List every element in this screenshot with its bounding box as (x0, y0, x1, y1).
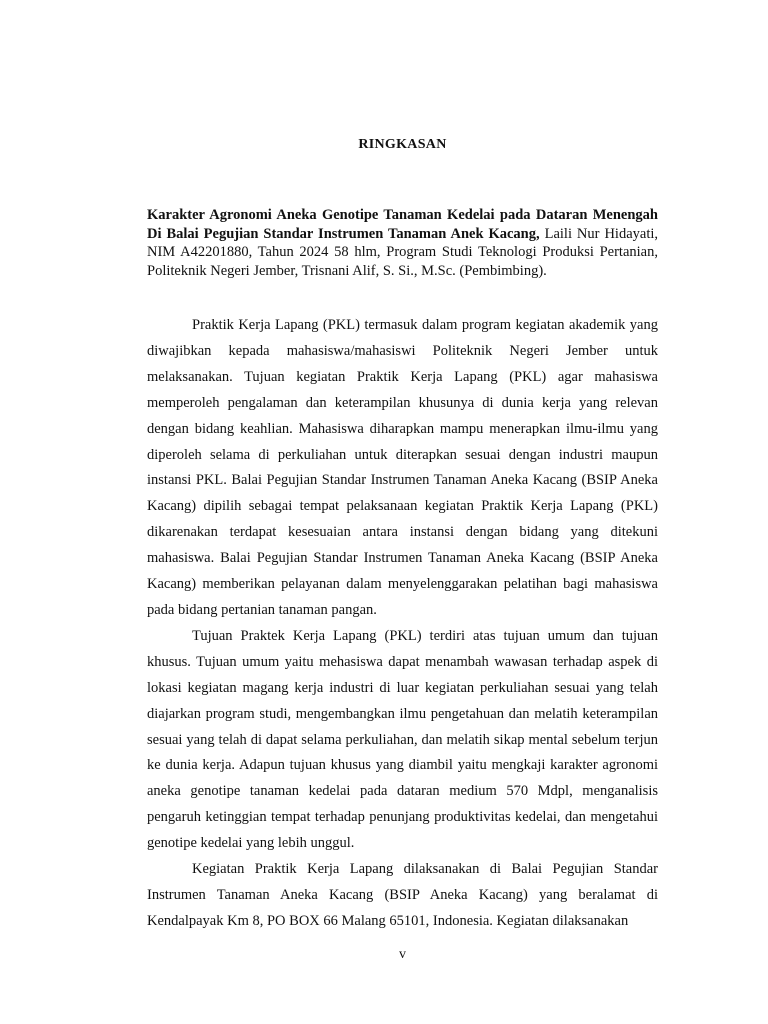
page-title: RINGKASAN (358, 137, 447, 152)
citation-details: Laili Nur Hidayati, NIM A42201880, Tahun 2024 58 hlm, Program Studi Teknologi Produksi Pertanian, Politeknik Negeri Jember, Trisnani Alif, S. Si., M.Sc. (Pembimbing). (147, 225, 658, 279)
citation-block (147, 206, 658, 280)
paragraph-2: Tujuan Praktek Kerja Lapang (PKL) terdiri atas tujuan umum dan tujuan khusus. Tujuan umum yaitu mehasiswa dapat menambah wawasan terhadap aspek di lokasi kegiatan magang kerja industri di luar kegiatan perkuliahan sesuai yang telah diajarkan program studi, mengembangkan ilmu pengetahuan dan melatih keterampilan sesuai yang telah di dapat selama perkuliahan, dan melatih sikap mental sebelum terjun ke dunia kerja. Adapun tujuan khusus yang diambil yaitu mengkaji karakter agronomi aneka genotipe tanaman kedelai pada dataran medium 570 Mdpl, menganalisis pengaruh ketinggian tempat terhadap penunjang produktivitas kedelai, dan mengetahui genotipe kedelai yang lebih unggul. (147, 627, 658, 852)
paragraph-3: Kegiatan Praktik Kerja Lapang dilaksanakan di Balai Pegujian Standar Instrumen Tanaman Aneka Kacang (BSIP Aneka Kacang) yang beralamat di Kendalpayak Km 8, PO BOX 66 Malang 65101, Indonesia. Kegiatan dilaksanakan (147, 861, 658, 929)
summary-body (147, 313, 658, 935)
page-number: v (399, 947, 406, 962)
paragraph-1: Praktik Kerja Lapang (PKL) termasuk dalam program kegiatan akademik yang diwajibkan kepada mahasiswa/mahasiswi Politeknik Negeri Jember untuk melaksanakan. Tujuan kegiatan Praktik Kerja Lapang (PKL) agar mahasiswa memperoleh pengalaman dan keterampilan khusunya di dunia kerja yang relevan dengan bidang keahlian. Mahasiswa diharapkan mampu menerapkan ilmu-ilmu yang diperoleh selama di perkuliahan untuk diterapkan sesuai dengan industri maupun instansi PKL. Balai Pegujian Standar Instrumen Tanaman Aneka Kacang (BSIP Aneka Kacang) dipilih sebagai tempat pelaksanaan kegiatan Praktik Kerja Lapang (PKL) dikarenakan terdapat kesesuaian antara instansi dengan bidang yang ditekuni mahasiswa. Balai Pegujian Standar Instrumen Tanaman Aneka Kacang (BSIP Aneka Kacang) memberikan pelayanan dalam menyelenggarakan pelatihan bagi mahasiswa pada bidang pertanian tanaman pangan. (147, 317, 658, 618)
citation-title: Karakter Agronomi Aneka Genotipe Tanaman Kedelai pada Dataran Menengah Di Balai Pegujian Standar Instrumen Tanaman Anek Kacang, (147, 207, 658, 242)
